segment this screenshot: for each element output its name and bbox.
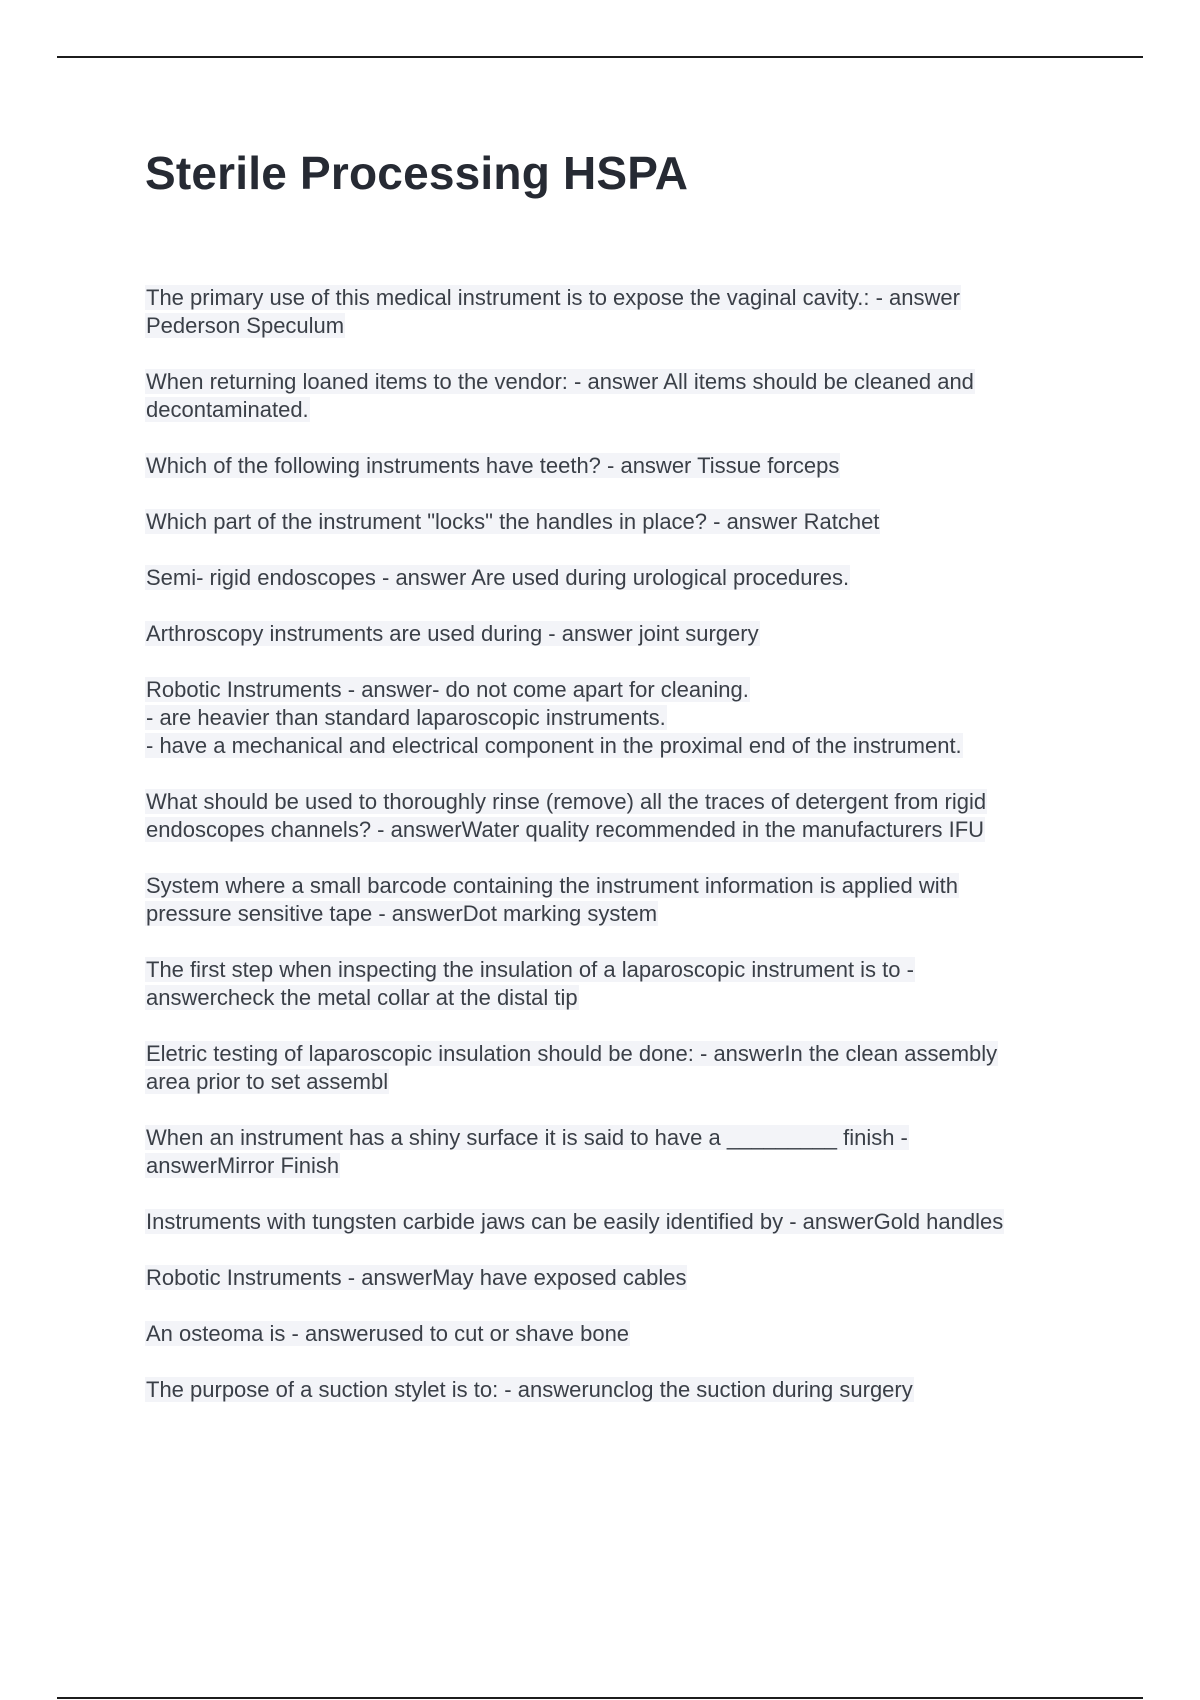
qa-line-text: Arthroscopy instruments are used during - answer joint surgery [146,621,759,646]
qa-line-text: answercheck the metal collar at the distal tip [146,985,578,1010]
qa-line [145,732,1105,760]
qa-line-text: Semi- rigid endoscopes - answer Are used during urological procedures. [146,565,850,590]
qa-item [145,368,1105,424]
qa-line-text: The purpose of a suction stylet is to: - answerunclog the suction during surgery [146,1377,913,1402]
qa-line [145,1208,1105,1236]
qa-line [145,452,1105,480]
qa-line [145,1124,1105,1152]
qa-line [145,1320,1105,1348]
qa-line [145,368,1105,396]
qa-line-text: Pederson Speculum [146,313,345,338]
qa-line [145,704,1105,732]
qa-line [145,788,1105,816]
qa-item [145,788,1105,844]
qa-line [145,564,1105,592]
qa-list [145,284,1105,1432]
qa-line [145,956,1105,984]
qa-item [145,872,1105,928]
qa-line [145,284,1105,312]
bottom-divider [57,1697,1143,1699]
qa-line-text: The primary use of this medical instrument is to expose the vaginal cavity.: - answer [146,285,960,310]
qa-item [145,676,1105,760]
qa-line [145,1068,1105,1096]
qa-line [145,1040,1105,1068]
qa-line-text: The first step when inspecting the insulation of a laparoscopic instrument is to - [146,957,914,982]
qa-line [145,984,1105,1012]
qa-item [145,1040,1105,1096]
qa-line [145,1152,1105,1180]
qa-line-text: endoscopes channels? - answerWater quality recommended in the manufacturers IFU [146,817,985,842]
qa-line-text: System where a small barcode containing the instrument information is applied with [146,873,958,898]
qa-item [145,1208,1105,1236]
qa-item [145,1376,1105,1404]
qa-item [145,1264,1105,1292]
qa-line-text: - are heavier than standard laparoscopic instruments. [146,705,666,730]
qa-item [145,284,1105,340]
qa-line [145,816,1105,844]
qa-line-text: Instruments with tungsten carbide jaws can be easily identified by - answerGold handles [146,1209,1004,1234]
qa-line [145,872,1105,900]
qa-item [145,1320,1105,1348]
qa-line [145,508,1105,536]
qa-line [145,900,1105,928]
qa-line-text: pressure sensitive tape - answerDot marking system [146,901,658,926]
qa-line [145,620,1105,648]
qa-line [145,1264,1105,1292]
page-title: Sterile Processing HSPA [145,147,689,199]
qa-line [145,1376,1105,1404]
qa-line-text: Eletric testing of laparoscopic insulation should be done: - answerIn the clean assembly [146,1041,998,1066]
qa-line-text: Which of the following instruments have teeth? - answer Tissue forceps [146,453,840,478]
top-divider [57,56,1143,58]
qa-item [145,1124,1105,1180]
qa-item [145,956,1105,1012]
qa-line-text: When returning loaned items to the vendor: - answer All items should be cleaned and [146,369,974,394]
qa-item [145,620,1105,648]
qa-item [145,508,1105,536]
qa-item [145,452,1105,480]
qa-line-text: - have a mechanical and electrical component in the proximal end of the instrument. [146,733,962,758]
qa-line-text: An osteoma is - answerused to cut or shave bone [146,1321,630,1346]
qa-line-text: Which part of the instrument "locks" the handles in place? - answer Ratchet [146,509,880,534]
qa-line-text: Robotic Instruments - answerMay have exposed cables [146,1265,687,1290]
qa-line-text: Robotic Instruments - answer- do not come apart for cleaning. [146,677,749,702]
qa-line [145,312,1105,340]
qa-line-text: area prior to set assembl [146,1069,389,1094]
qa-item [145,564,1105,592]
qa-line-text: When an instrument has a shiny surface it is said to have a _________ finish - [146,1125,908,1150]
qa-line-text: What should be used to thoroughly rinse (remove) all the traces of detergent from rigid [146,789,987,814]
qa-line [145,396,1105,424]
qa-line [145,676,1105,704]
qa-line-text: decontaminated. [146,397,309,422]
qa-line-text: answerMirror Finish [146,1153,340,1178]
